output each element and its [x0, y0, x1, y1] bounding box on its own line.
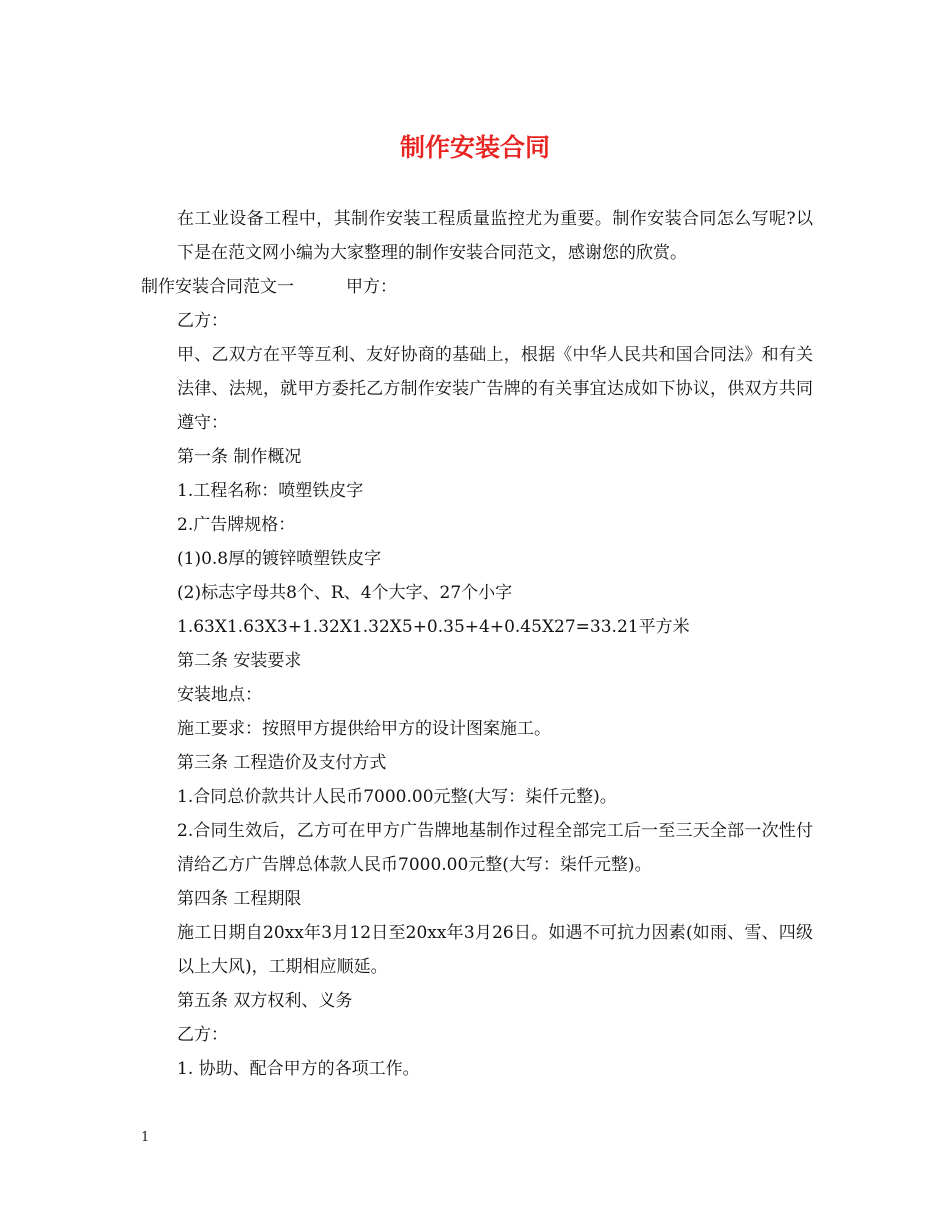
preamble-paragraph: 甲、乙双方在平等互利、友好协商的基础上，根据《中华人民共和国合同法》和有关法律、法规，就甲方委托乙方制作安装广告牌的有关事宜达成如下协议，供双方共同遵守：	[177, 345, 813, 433]
intro-paragraph: 在工业设备工程中，其制作安装工程质量监控尤为重要。制作安装合同怎么写呢?以下是在范文网小编为大家整理的制作安装合同范文，感谢您的欣赏。	[177, 209, 813, 263]
article-2-location: 安装地点：	[177, 685, 262, 705]
document-body	[141, 202, 813, 1086]
article-3-item-2: 2.合同生效后，乙方可在甲方广告牌地基制作过程全部完工后一至三天全部一次性付清给乙方广告牌总体款人民币7000.00元整(大写：柒仟元整)。	[177, 821, 813, 875]
example-heading: 制作安装合同范文一	[141, 277, 294, 297]
example-heading-line	[141, 270, 813, 304]
party-a-label: 甲方：	[346, 277, 397, 297]
article-1-item-2-1: (1)0.8厚的镀锌喷塑铁皮字	[177, 549, 382, 569]
article-4-title: 第四条 工程期限	[177, 889, 302, 909]
article-5-item-1: 1. 协助、配合甲方的各项工作。	[177, 1059, 420, 1079]
article-5-party-b: 乙方：	[177, 1025, 228, 1045]
article-2-title: 第二条 安装要求	[177, 651, 302, 671]
article-1-item-2-2: (2)标志字母共8个、R、4个大字、27个小字	[177, 583, 513, 603]
document-title: 制作安装合同	[399, 133, 550, 162]
article-1-item-1: 1.工程名称：喷塑铁皮字	[177, 481, 364, 501]
article-1-title: 第一条 制作概况	[177, 447, 302, 467]
article-4-text: 施工日期自20xx年3月12日至20xx年3月26日。如遇不可抗力因素(如雨、雪、四级以上大风)，工期相应顺延。	[177, 923, 813, 977]
page-number: 1	[141, 1130, 150, 1145]
article-5-title: 第五条 双方权利、义务	[177, 991, 353, 1011]
article-1-item-2: 2.广告牌规格：	[177, 515, 296, 535]
article-2-requirement: 施工要求：按照甲方提供给甲方的设计图案施工。	[177, 719, 551, 739]
article-1-formula: 1.63X1.63X3+1.32X1.32X5+0.35+4+0.45X27=33.21平方米	[177, 617, 690, 637]
article-3-title: 第三条 工程造价及支付方式	[177, 753, 387, 773]
article-3-item-1: 1.合同总价款共计人民币7000.00元整(大写：柒仟元整)。	[177, 787, 617, 807]
party-b-label: 乙方：	[177, 311, 228, 331]
